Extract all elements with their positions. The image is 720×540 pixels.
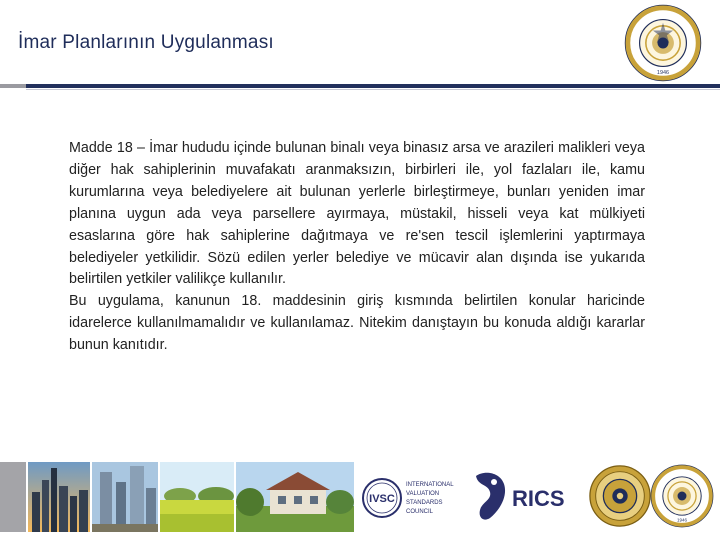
footer-gray-block <box>0 462 26 532</box>
university-year-bottom: 1946 <box>677 517 687 523</box>
ivsc-line-1: INTERNATIONAL <box>406 482 454 488</box>
title-rule-gray <box>0 84 26 88</box>
ivsc-line-4: COUNCIL <box>406 509 434 515</box>
ivsc-abbr: IVSC <box>369 493 395 505</box>
footer-photo-house <box>236 462 354 532</box>
rics-text: RICS <box>512 486 565 511</box>
footer-photo-towers <box>92 462 158 532</box>
ivsc-logo <box>362 470 462 526</box>
ivsc-line-3: STANDARDS <box>406 500 443 506</box>
university-year: 1946 <box>656 70 670 77</box>
footer-photo-city-skyline <box>28 462 90 532</box>
footer-photo-field <box>160 462 234 532</box>
title-rule-navy <box>26 84 720 88</box>
body-text <box>69 138 645 357</box>
university-seal-bottom-icon <box>650 464 714 528</box>
gold-seal-icon <box>588 464 652 528</box>
body-paragraph-1: Madde 18 – İmar hududu içinde bulunan binalı veya binasız arsa ve arazileri malikleri veya diğer hak sahiplerinin muvafakatı aranmaksızın, birbirleri ile, yol fazlaları ile, kamu kurumlarına veya belediyelere ait bulunan yerlerle birleştirmeye, bunları yeniden imar planına uygun ada veya parsellere ayırmaya, müstakil, hisseli veya kat mülkiyeti esaslarına göre hak sahiplerine dağıtmaya ve re'sen tescil işlemlerini yaptırmaya belediyeler yetkilidir. Sözü edilen yerler belediye ve mücavir alan dışında ise yukarıda belirtilen yetkiler valilikçe kullanılır. <box>69 140 645 288</box>
title-rule-thin <box>26 89 720 90</box>
slide-title: İmar Planlarının Uygulanması <box>18 32 274 53</box>
ivsc-line-2: VALUATION <box>406 491 440 497</box>
body-paragraph-2: Bu uygulama, kanunun 18. maddesinin giriş kısmında belirtilen konular haricinde idarelerce kullanılmamalıdır ve kullanılamaz. Nitekim danıştayın bu konuda aldığı kararlar bunun kanıtıdır. <box>69 293 645 354</box>
rics-logo <box>470 466 582 528</box>
university-seal-icon <box>624 4 702 82</box>
